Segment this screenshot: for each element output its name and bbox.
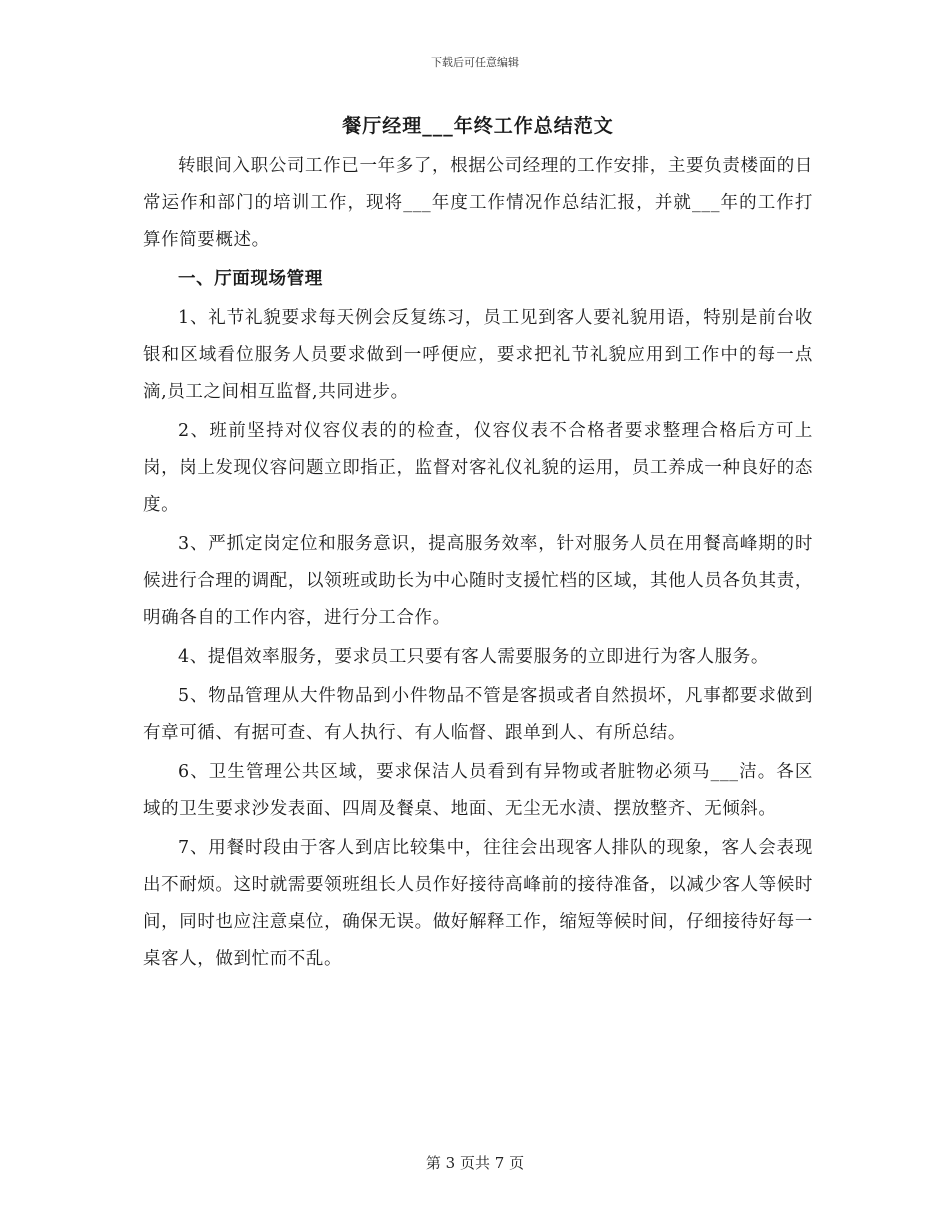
intro-paragraph: 转眼间入职公司工作已一年多了，根据公司经理的工作安排，主要负责楼面的日常运作和部门的培训工作，现将___年度工作情况作总结汇报，并就___年的工作打算作简要概述。 bbox=[143, 156, 813, 250]
document-body bbox=[143, 112, 813, 980]
page-footer: 第 3 页共 7 页 bbox=[425, 1154, 525, 1172]
document-title: 餐厅经理___年终工作总结范文 bbox=[342, 115, 614, 137]
section-heading: 一、厅面现场管理 bbox=[178, 269, 323, 289]
list-item: 7、用餐时段由于客人到店比较集中，往往会出现客人排队的现象，客人会表现出不耐烦。这时就需要领班组长人员作好接待高峰前的接待准备，以减少客人等候时间，同时也应注意桌位，确保无误。做好解释工作，缩短等候时间，仔细接待好每一桌客人，做到忙而不乱。 bbox=[143, 838, 813, 969]
list-item: 3、严抓定岗定位和服务意识，提高服务效率，针对服务人员在用餐高峰期的时候进行合理的调配，以领班或助长为中心随时支援忙档的区域，其他人员各负其责，明确各自的工作内容，进行分工合作。 bbox=[143, 534, 813, 628]
list-item: 4、提倡效率服务，要求员工只要有客人需要服务的立即进行为客人服务。 bbox=[178, 647, 769, 667]
list-item: 5、物品管理从大件物品到小件物品不管是客损或者自然损坏，凡事都要求做到有章可循、有据可查、有人执行、有人临督、跟单到人、有所总结。 bbox=[143, 686, 813, 743]
list-item: 6、卫生管理公共区域，要求保洁人员看到有异物或者脏物必须马___洁。各区域的卫生要求沙发表面、四周及餐桌、地面、无尘无水渍、摆放整齐、无倾斜。 bbox=[143, 762, 813, 819]
list-item: 2、班前坚持对仪容仪表的的检查，仪容仪表不合格者要求整理合格后方可上岗，岗上发现仪容问题立即指正，监督对客礼仪礼貌的运用，员工养成一种良好的态度。 bbox=[143, 421, 813, 515]
page-header-note: 下载后可任意编辑 bbox=[431, 56, 519, 69]
list-item: 1、礼节礼貌要求每天例会反复练习，员工见到客人要礼貌用语，特别是前台收银和区域看位服务人员要求做到一呼便应，要求把礼节礼貌应用到工作中的每一点滴,员工之间相互监督,共同进步。 bbox=[143, 308, 813, 402]
